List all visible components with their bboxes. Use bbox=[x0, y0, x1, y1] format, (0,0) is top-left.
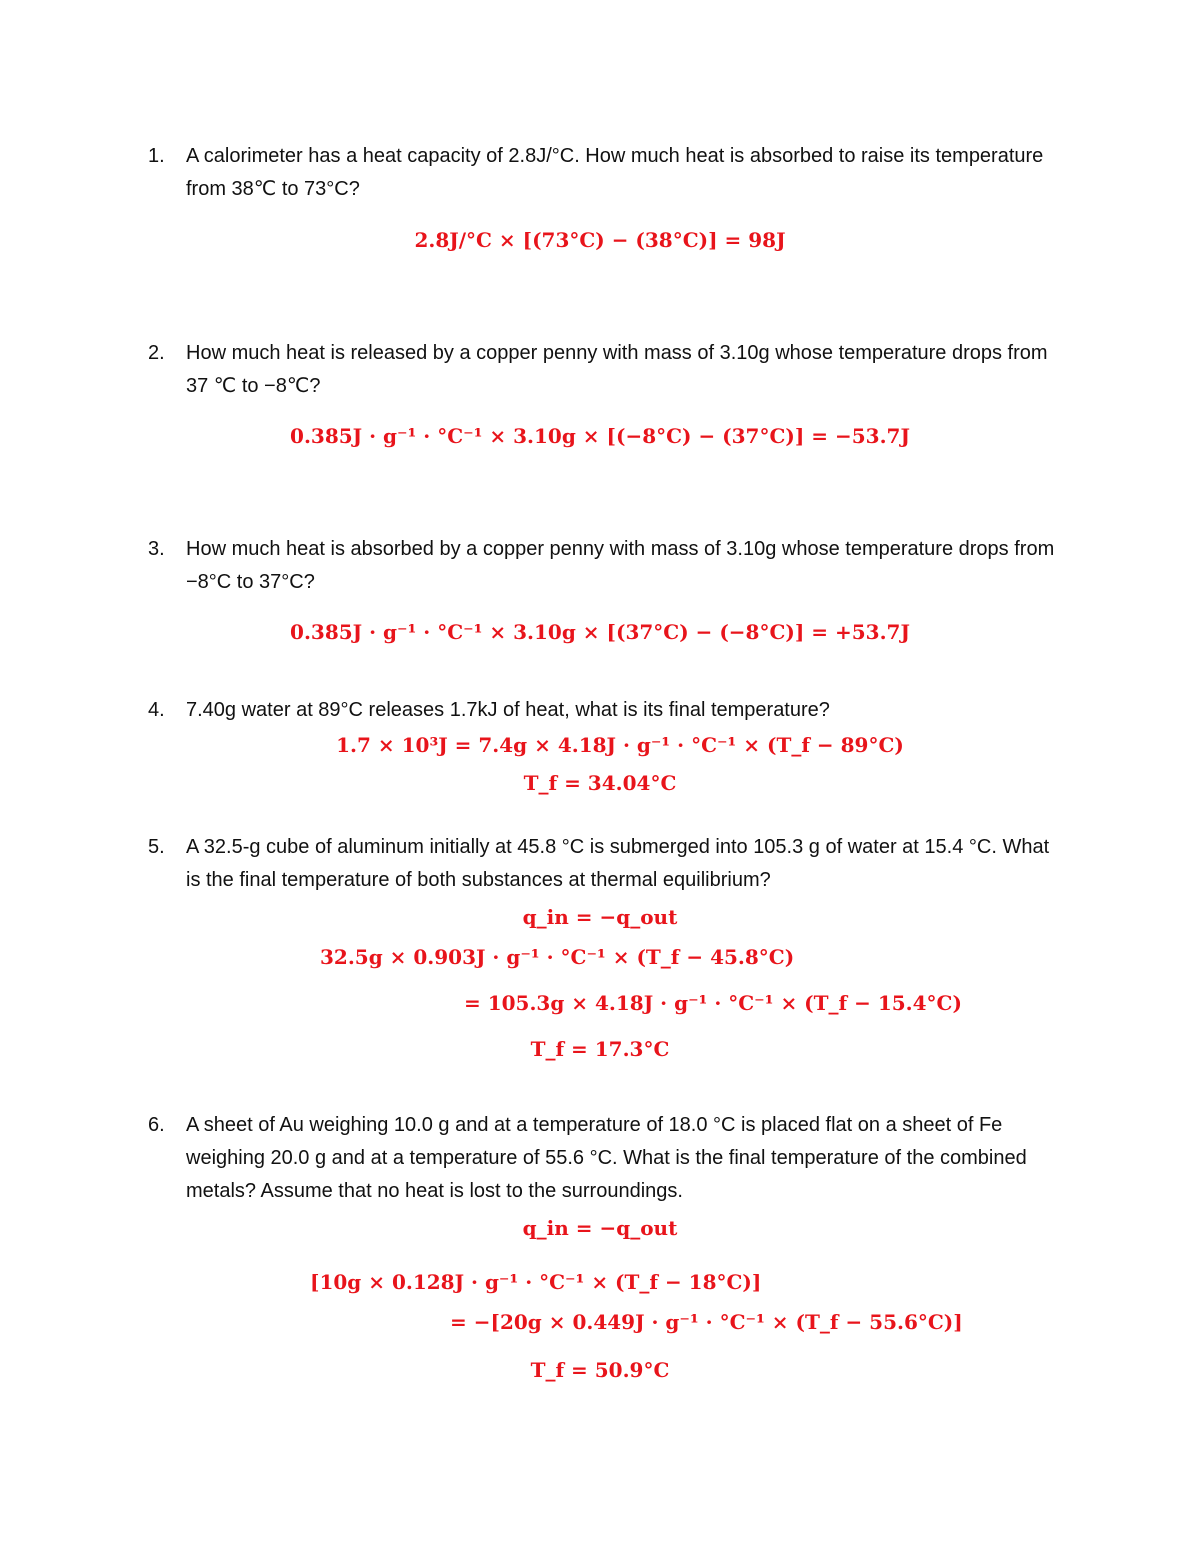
question-number: 6. bbox=[148, 1114, 165, 1136]
answer-3 bbox=[0, 617, 1200, 647]
answer-line: q_in = −q_out bbox=[522, 905, 678, 929]
answer-line: 2.8J/°C × [(73°C) − (38°C)] = 98J bbox=[414, 228, 786, 252]
answer-5 bbox=[0, 902, 1200, 1061]
question-text: 7.40g water at 89°C releases 1.7kJ of heat, what is its final temperature? bbox=[186, 699, 830, 721]
answer-line: T_f = 34.04°C bbox=[523, 771, 677, 795]
answer-1 bbox=[0, 225, 1200, 255]
question-number: 4. bbox=[148, 699, 165, 721]
answer-line: 1.7 × 10³J = 7.4g × 4.18J · g⁻¹ · °C⁻¹ × (T_f − 89°C) bbox=[336, 733, 904, 757]
answer-line: T_f = 17.3°C bbox=[530, 1037, 670, 1061]
question-number: 5. bbox=[148, 836, 165, 858]
answer-line: 0.385J · g⁻¹ · °C⁻¹ × 3.10g × [(−8°C) − (37°C)] = −53.7J bbox=[290, 424, 910, 448]
answer-line: 0.385J · g⁻¹ · °C⁻¹ × 3.10g × [(37°C) − (−8°C)] = +53.7J bbox=[290, 620, 910, 644]
question-3 bbox=[148, 533, 1068, 599]
answer-line: = 105.3g × 4.18J · g⁻¹ · °C⁻¹ × (T_f − 15.4°C) bbox=[464, 991, 962, 1015]
question-number: 1. bbox=[148, 145, 165, 167]
question-text: How much heat is absorbed by a copper penny with mass of 3.10g whose temperature drops from −8°C to 37°C? bbox=[186, 538, 1055, 593]
answer-4 bbox=[0, 730, 1200, 798]
question-text: How much heat is released by a copper penny with mass of 3.10g whose temperature drops from 37 ℃ to −8℃? bbox=[186, 342, 1048, 397]
question-text: A sheet of Au weighing 10.0 g and at a temperature of 18.0 °C is placed flat on a sheet of Fe weighing 20.0 g and at a temperature of 55.6 °C. What is the final temperature of the combined metals? Assume that no heat is lost to the surroundings. bbox=[186, 1114, 1027, 1202]
question-6 bbox=[148, 1109, 1068, 1208]
answer-6 bbox=[0, 1213, 1200, 1382]
question-2 bbox=[148, 337, 1068, 403]
answer-line: [10g × 0.128J · g⁻¹ · °C⁻¹ × (T_f − 18°C)] bbox=[310, 1270, 762, 1294]
question-1 bbox=[148, 140, 1068, 206]
question-number: 3. bbox=[148, 538, 165, 560]
question-5 bbox=[148, 831, 1068, 897]
question-text: A 32.5-g cube of aluminum initially at 45.8 °C is submerged into 105.3 g of water at 15.4 °C. What is the final temperature of both substances at thermal equilibrium? bbox=[186, 836, 1050, 891]
answer-line: T_f = 50.9°C bbox=[530, 1358, 670, 1382]
answer-line: q_in = −q_out bbox=[522, 1216, 678, 1240]
question-text: A calorimeter has a heat capacity of 2.8J/°C. How much heat is absorbed to raise its temperature from 38℃ to 73°C? bbox=[186, 145, 1044, 200]
question-4 bbox=[148, 694, 1068, 727]
question-number: 2. bbox=[148, 342, 165, 364]
answer-2 bbox=[0, 421, 1200, 451]
answer-line: 32.5g × 0.903J · g⁻¹ · °C⁻¹ × (T_f − 45.8°C) bbox=[320, 945, 795, 969]
answer-line: = −[20g × 0.449J · g⁻¹ · °C⁻¹ × (T_f − 55.6°C)] bbox=[450, 1310, 963, 1334]
